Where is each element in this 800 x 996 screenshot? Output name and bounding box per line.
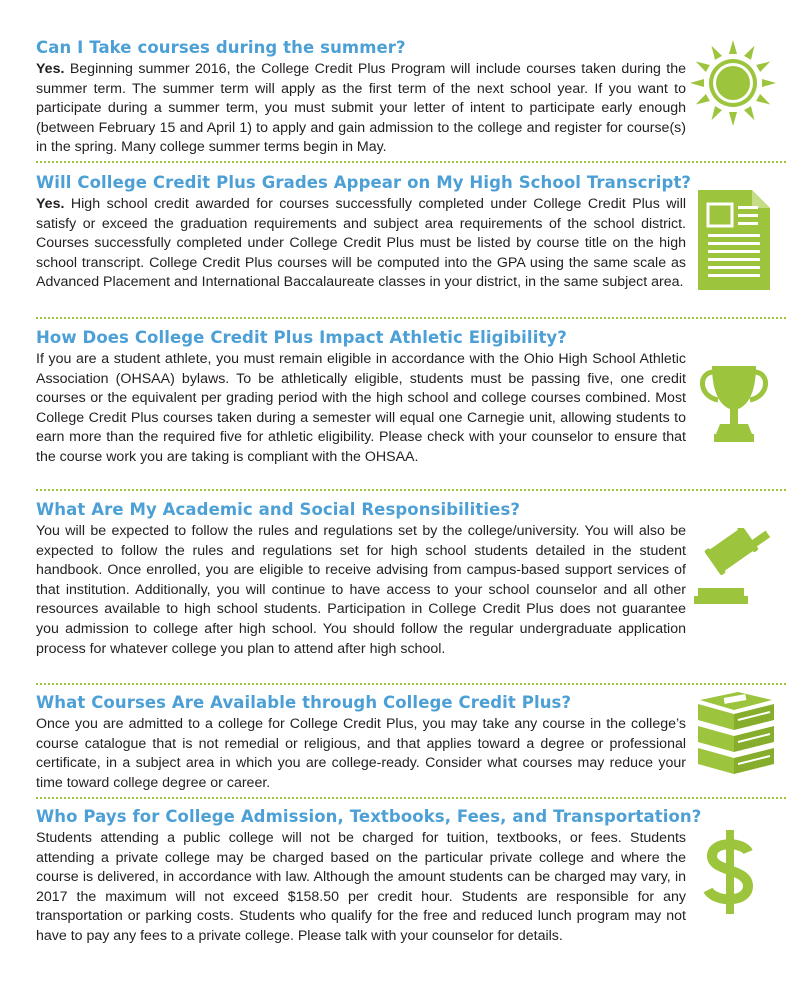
section-divider: [36, 683, 786, 685]
trophy-icon: [696, 362, 772, 446]
faq-section-responsibilities: [36, 500, 686, 659]
faq-section-summer: [36, 38, 686, 158]
dollar-icon: [700, 830, 760, 914]
answer-body: Beginning summer 2016, the College Credit Plus Program will include courses taken during the summer term. The summer term will apply as the first term of the next school year. If you want to participate during a summer term, you must submit your letter of intent to participate early enough (between February 15 and April 1) to apply and gain admission to the college and register for course(s) in the spring. Many college summer terms begin in May.: [36, 61, 686, 156]
answer-text: [36, 715, 686, 793]
section-divider: [36, 317, 786, 319]
faq-section-athletic: [36, 328, 686, 468]
gavel-icon: [692, 528, 782, 608]
faq-section-payment: [36, 807, 702, 947]
faq-section-courses: [36, 693, 686, 793]
question-heading: Will College Credit Plus Grades Appear on My High School Transcript?: [36, 173, 692, 192]
answer-text: [36, 829, 686, 947]
answer-text: [36, 522, 686, 659]
answer-text: [36, 60, 686, 158]
answer-text: [36, 195, 686, 293]
question-heading: What Courses Are Available through College Credit Plus?: [36, 693, 572, 712]
section-divider: [36, 797, 786, 799]
document-icon: [698, 190, 770, 290]
question-heading: Who Pays for College Admission, Textbooks, Fees, and Transportation?: [36, 807, 702, 826]
books-icon: [694, 690, 778, 778]
answer-lead: Yes.: [36, 61, 65, 77]
question-heading: How Does College Credit Plus Impact Athletic Eligibility?: [36, 328, 567, 347]
faq-section-transcript: [36, 173, 692, 293]
answer-body: High school credit awarded for courses successfully completed under College Credit Plus will satisfy or exceed the graduation requirements and subject area requirements of the school district. Courses successfully completed under College Credit Plus must be listed by course title on the high school transcript. College Credit Plus courses will be computed into the GPA using the same scale as Advanced Placement and International Baccalaureate classes in your district, in the same subject area.: [36, 196, 686, 291]
question-heading: What Are My Academic and Social Responsibilities?: [36, 500, 521, 519]
answer-lead: Yes.: [36, 196, 65, 212]
answer-body: You will be expected to follow the rules and regulations set by the college/university. You will also be expected to follow the rules and regulations set for high school students detailed in the student handbook. Once enrolled, you are eligible to receive advising from campus-based support services of that institution. Additionally, you will continue to have access to your school counselor and all other resources available to high school students. Participation in College Credit Plus does not guarantee you admission to college after high school. You should follow the regular undergraduate application process for whatever college you plan to attend after high school.: [36, 523, 686, 657]
answer-body: Students attending a public college will not be charged for tuition, textbooks, or fees. Students attending a private college may be charged based on the particular private college and where the course is delivered, in accordance with law. Although the amount students can be charged may vary, in 2017 the maximum will not exceed $158.50 per credit hour. Students are responsible for any transportation or parking costs. Students who qualify for the free and reduced lunch program may not have to pay any fees to a private college. Please talk with your counselor for details.: [36, 830, 686, 944]
section-divider: [36, 161, 786, 163]
section-divider: [36, 489, 786, 491]
answer-body: Once you are admitted to a college for College Credit Plus, you may take any course in the college’s course catalogue that is not remedial or religious, and that applies toward a degree or professional certificate, in a subject area in which you are college-ready. Consider what courses may reduce your time toward college degree or career.: [36, 716, 686, 791]
answer-text: [36, 350, 686, 468]
sun-icon: [688, 38, 778, 128]
answer-body: If you are a student athlete, you must remain eligible in accordance with the Ohio High School Athletic Association (OHSAA) bylaws. To be athletically eligible, students must be passing five, one credit courses or the equivalent per grading period with the high school and college courses combined. Most College Credit Plus courses taken during a semester will equal one Carnegie unit, allowing students to earn more than the required five for athletic eligibility. Please check with your counselor to ensure that the course work you are taking is compliant with the OHSAA.: [36, 351, 686, 465]
question-heading: Can I Take courses during the summer?: [36, 38, 406, 57]
